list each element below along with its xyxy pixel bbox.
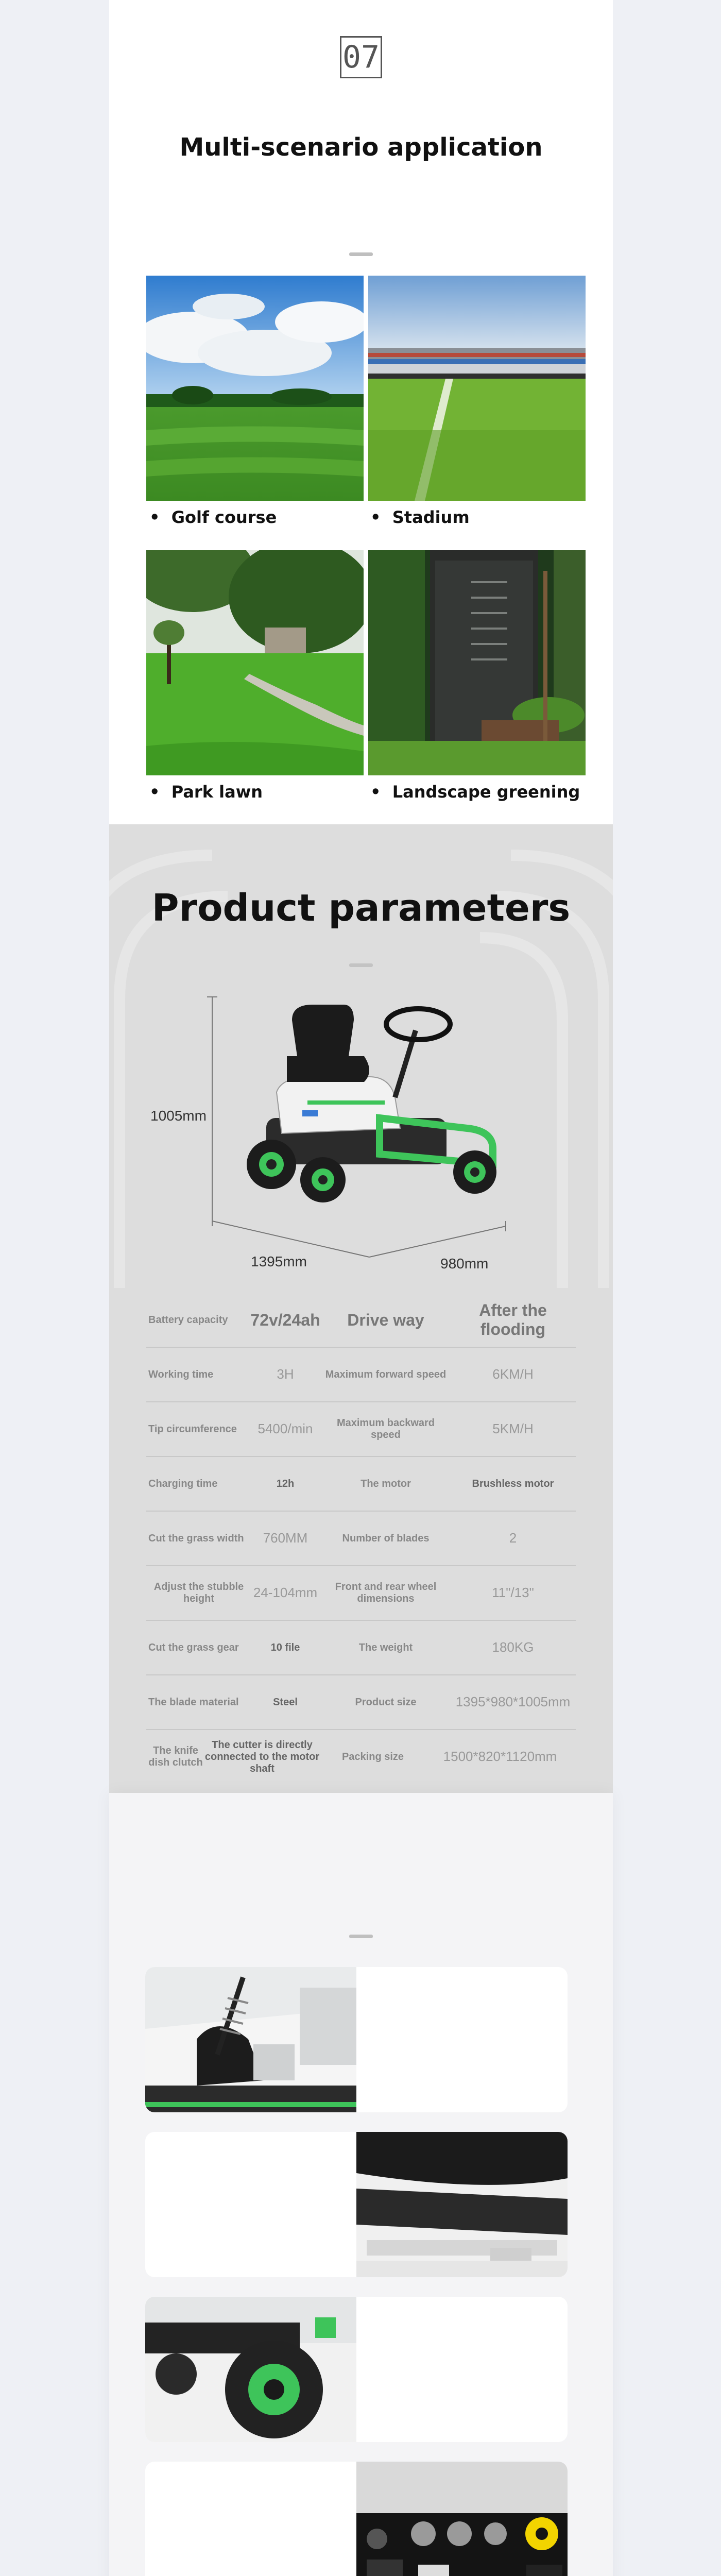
param-label: The blade material <box>148 1696 239 1708</box>
param-label: Front and rear wheel dimensions <box>335 1581 437 1604</box>
param-value: 1395*980*1005mm <box>455 1694 571 1710</box>
param-label: Product size <box>355 1696 417 1708</box>
stadium-caption: • Stadium <box>370 507 470 527</box>
scenario-title: Multi-scenario application <box>179 133 543 162</box>
param-value: The cutter is directly connected to the motor shaft <box>204 1739 320 1774</box>
landscape-greening-image <box>368 550 586 775</box>
section-number-badge: 07 <box>340 36 382 78</box>
scenario-section <box>109 0 613 824</box>
param-label: Adjust the stubble height <box>153 1581 244 1604</box>
width-dimension: 980mm <box>440 1256 489 1272</box>
parameters-title: Product parameters <box>151 886 571 929</box>
detail-card <box>145 2462 568 2576</box>
divider-dash <box>349 1935 373 1938</box>
park-lawn-image <box>146 550 364 775</box>
control-panel-photo-icon <box>356 2462 568 2576</box>
param-value: After the flooding <box>479 1301 547 1338</box>
param-value: 11"/13" <box>492 1585 534 1601</box>
table-row <box>146 1348 576 1402</box>
mower-illustration <box>225 999 513 1221</box>
param-value: 24-104mm <box>253 1585 318 1601</box>
table-row <box>146 1675 576 1730</box>
param-value: 10 file <box>270 1641 300 1653</box>
param-value: 5400/min <box>258 1421 313 1437</box>
param-value: Steel <box>273 1696 298 1708</box>
table-row <box>146 1457 576 1512</box>
deck-photo-icon <box>356 2132 568 2277</box>
param-value: 180KG <box>492 1639 534 1655</box>
param-label: The weight <box>358 1641 413 1653</box>
landscape-greening-caption: • Landscape greening <box>370 782 580 802</box>
param-value: 3H <box>277 1366 294 1382</box>
param-label: Cut the grass width <box>148 1532 244 1544</box>
param-label: Maximum backward speed <box>336 1417 435 1440</box>
wheel-photo-icon <box>145 2297 356 2442</box>
param-value: Brushless motor <box>472 1478 554 1489</box>
param-value: 72v/24ah <box>250 1310 320 1329</box>
param-label: Tip circumference <box>148 1423 237 1435</box>
param-label: Battery capacity <box>148 1314 228 1326</box>
length-dimension: 1395mm <box>251 1253 307 1269</box>
table-row <box>146 1512 576 1566</box>
golf-course-label: Golf course <box>171 507 277 527</box>
param-label: The motor <box>360 1478 411 1489</box>
detail-card <box>145 2132 568 2277</box>
landscape-greening-label: Landscape greening <box>392 782 580 802</box>
stadium-image <box>368 276 586 501</box>
param-value: 6KM/H <box>492 1366 534 1382</box>
param-label: Working time <box>148 1368 214 1380</box>
seat-spring-photo-icon <box>145 1967 356 2112</box>
details-section <box>109 1793 613 2576</box>
table-row <box>146 1621 576 1675</box>
divider-dash <box>349 252 373 256</box>
height-dimension: 1005mm <box>150 1108 207 1124</box>
param-label: Maximum forward speed <box>325 1368 447 1380</box>
param-value: 2 <box>509 1530 517 1546</box>
param-value: 5KM/H <box>492 1421 534 1437</box>
park-lawn-label: Park lawn <box>171 782 263 802</box>
detail-card <box>145 1967 568 2112</box>
table-row <box>146 1293 576 1348</box>
parameters-section <box>109 824 613 1793</box>
table-row <box>146 1566 576 1621</box>
param-label: Packing size <box>341 1751 404 1762</box>
parameter-table <box>146 1293 576 1784</box>
param-value: 760MM <box>263 1530 308 1546</box>
param-label: The knife dish clutch <box>148 1745 203 1768</box>
detail-card <box>145 2297 568 2442</box>
golf-course-caption: • Golf course <box>149 507 277 527</box>
param-value: 1500*820*1120mm <box>443 1749 557 1765</box>
param-label: Number of blades <box>342 1532 430 1544</box>
table-row <box>146 1730 576 1784</box>
param-value: 12h <box>276 1478 295 1489</box>
param-label: Drive way <box>347 1310 424 1329</box>
stadium-label: Stadium <box>392 507 470 527</box>
table-row <box>146 1402 576 1457</box>
param-label: Charging time <box>148 1478 218 1489</box>
golf-course-image <box>146 276 364 501</box>
park-lawn-caption: • Park lawn <box>149 782 263 802</box>
param-label: Cut the grass gear <box>148 1641 239 1653</box>
